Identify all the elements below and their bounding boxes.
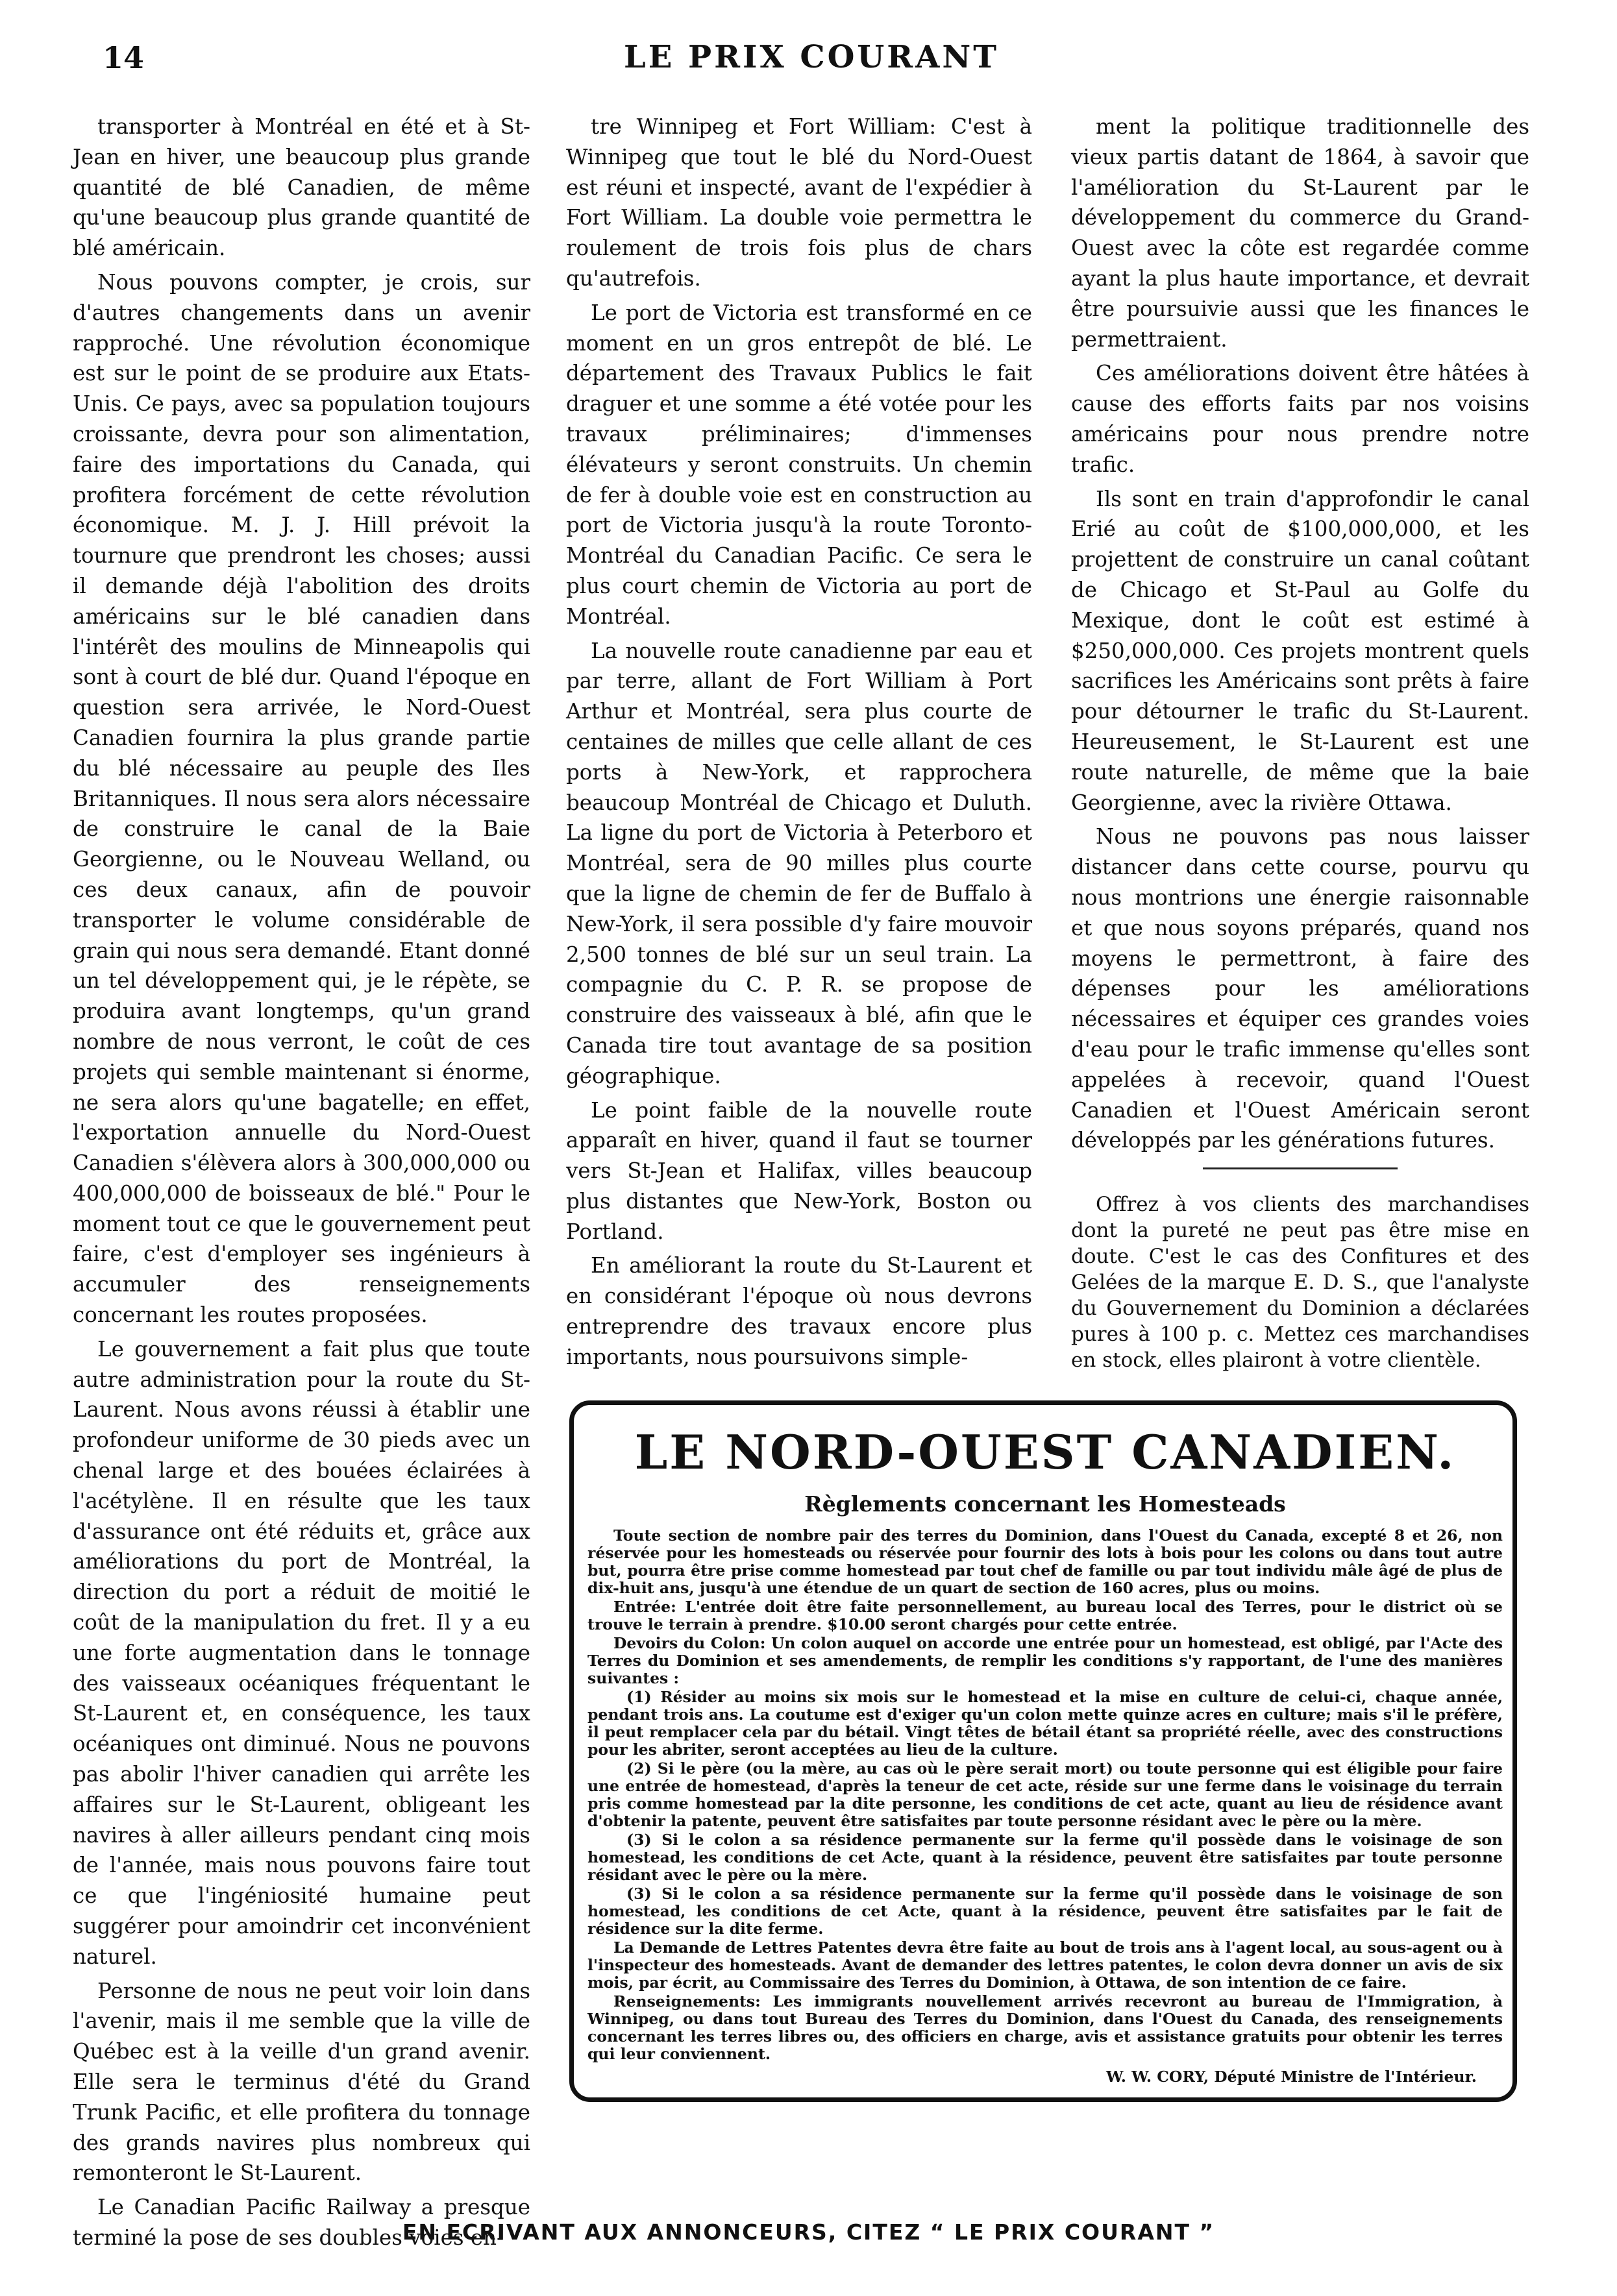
article-column-2 xyxy=(566,112,1032,1373)
renseignements-label: Renseignements: xyxy=(613,1992,761,2010)
homestead-notice xyxy=(587,1424,1503,2087)
notice-renseignements xyxy=(587,1993,1503,2063)
paragraph: Le Canadian Pacific Railway a presque terminé la pose de ses doubles voies en- xyxy=(73,2195,530,2250)
notice-intro: Toute section de nombre pair des terres du Dominion, dans l'Ouest du Canada, excepté 8 et 26, non réservée pour les homesteads ou réservée pour fournir des lots à bois pour les colons ou dans tout autre but, pourra être prise comme homestead par tout chef de famille ou par tout individu mâle âgé de plus de dix-huit ans, jusqu'à une étendue de un quart de section de 160 acres, plus ou moins. xyxy=(587,1526,1503,1597)
condition-3a: (3) Si le colon a sa résidence permanente sur la ferme qu'il possède dans le voisinage de son homestead, les conditions de cet Acte, quant à la résidence, peuvent être satisfaites par toute personne résidant avec le père ou la mère. xyxy=(587,1831,1503,1884)
paragraph: Ces améliorations doivent être hâtées à cause des efforts faits par nos voisins américains pour nous prendre notre trafic. xyxy=(1071,361,1529,477)
demande-text: devra être faite au bout de trois ans à l'agent local, au sous-agent ou à l'inspecteur des homesteads. Avant de demander des lettres patentes, le colon devra donner un avis de six mois, par écrit, au Commissaire des Terres du Dominion, à Ottawa, de son intention de ce faire. xyxy=(587,1938,1503,1992)
notice-entree xyxy=(587,1598,1503,1633)
notice-subtitle: Règlements concernant les Homesteads xyxy=(804,1491,1286,1517)
demande-label: La Demande de Lettres Patentes xyxy=(613,1938,892,1957)
paragraph: Nous ne pouvons pas nous laisser distancer dans cette course, pourvu qu nous montrions une énergie raisonnable et que nous soyons préparés, quand nos moyens le permettront, à faire des dépenses pour les améliorations nécessaires et équiper ces grandes voies d'eau pour le trafic immense qu'elles sont appelées à recevoir, quand l'Ouest Canadien et l'Ouest Américain seront développés par les générations futures. xyxy=(1071,824,1529,1153)
advert-text: Offrez à vos clients des marchandises dont la pureté ne peut pas être mise en doute. C'est le cas des Confitures et des Gelées de la marque E. D. S., que l'analyste du Gouvernement du Dominion a déclarées pures à 100 p. c. Mettez ces marchandises en stock, elles plairont à votre clientèle. xyxy=(1071,1193,1529,1373)
condition-1: (1) Résider au moins six mois sur le homestead et la mise en culture de celui-ci, chaque année, pendant trois ans. La coutume est d'exiger qu'un colon mette quinze acres en culture; mais s'il le préfère, il peut remplacer cela par du bétail. Vingt têtes de bétail étant sa propriété réelle, avec des constructions pour les abriter, seront acceptées au lieu de la culture. xyxy=(587,1688,1503,1759)
paragraph: Nous pouvons compter, je crois, sur d'autres changements dans un avenir rapproché. Une révolution économique est sur le point de se produire aux Etats-Unis. Ce pays, avec sa population toujours croissante, devra pour son alimentation, faire des importations du Canada, qui profitera forcément de cette révolution économique. M. J. J. Hill prévoit la tournure que prendront les choses; aussi il demande déjà l'abolition des droits américains sur le blé canadien dans l'intérêt des moulins de Minneapolis qui sont à court de blé dur. Quand l'époque en question sera arrivée, le Nord-Ouest Canadien fournira la plus grande partie du blé nécessaire au peuple des Iles Britanniques. Il nous sera alors nécessaire de construire le canal de la Baie Georgienne, ou le Nouveau Welland, ou ces deux canaux, afin de pouvoir transporter le volume considérable de grain qui nous sera demandé. Etant donné un tel développement qui, je le répète, se produira avant longtemps, qu'un grand nombre de nous verront, le coût de ces projets qui semble maintenant si énorme, ne sera alors qu'une bagatelle; en effet, l'exportation annuelle du Nord-Ouest Canadien s'élèvera alors à 300,000,000 ou 400,000,000 de boisseaux de blé." Pour le moment tout ce que le gouvernement peut faire, c'est d'employer ses ingénieurs à accumuler des renseignements concernant les routes proposées. xyxy=(73,269,530,1328)
notice-demande xyxy=(587,1939,1503,1992)
article-column-3 xyxy=(1071,112,1529,1373)
renseignements-text: Les immigrants nouvellement arrivés recevront au bureau de l'Immigration, à Winnipeg, ou dans tout Bureau des Terres du Dominion, dans l'Ouest du Canada, des renseignements concernant les terres libres ou, des officiers en charge, avis et assistance gratuits pour obtenir les terres qui leur conviennent. xyxy=(587,1992,1503,2063)
paragraph: tre Winnipeg et Fort William: C'est à Winnipeg que tout le blé du Nord-Ouest est réuni et inspecté, avant de l'expédier à Fort William. La double voie permettra le roulement de trois fois plus de chars qu'autrefois. xyxy=(566,114,1032,291)
paragraph: Le gouvernement a fait plus que toute autre administration pour la route du St-Laurent. Nous avons réussi à établir une profondeur uniforme de 30 pieds avec un chenal large et des bouées éclairées à l'acétylène. Il en résulte que les taux d'assurance ont été réduits et, grâce aux améliorations du port de Montréal, la direction du port a réduit de moitié le coût de la manipulation du fret. Il y a eu une forte augmentation dans le tonnage des vaisseaux océaniques fréquentant le St-Laurent et, en conséquence, les taux océaniques ont diminué. Nous ne pouvons pas abolir l'hiver canadien qui arrête les affaires sur le St-Laurent, obligeant les navires à aller ailleurs pendant cinq mois de l'année, mais nous pouvons faire tout ce que l'ingéniosité humaine peut suggérer pour amoindrir cet inconvénient naturel. xyxy=(73,1336,530,1969)
paragraph: En améliorant la route du St-Laurent et en considérant l'époque où nous devrons entreprendre des travaux encore plus importants, nous poursuivons simple- xyxy=(566,1253,1032,1369)
article-column-1 xyxy=(73,112,530,2253)
devoirs-label: Devoirs du Colon: xyxy=(613,1634,766,1652)
paragraph: Ils sont en train d'approfondir le canal Erié au coût de $100,000,000, et les projettent de construire un canal coûtant de Chicago et St-Paul au Golfe du Mexique, dont le coût est estimé à $250,000,000. Ces projets montrent quels sacrifices les Américains sont prêts à faire pour détourner le trafic du St-Laurent. Heureusement, le St-Laurent est une route naturelle, de même que la baie Georgienne, avec la rivière Ottawa. xyxy=(1071,486,1529,815)
paragraph: Le port de Victoria est transformé en ce moment en un gros entrepôt de blé. Le département des Travaux Publics le fait draguer et une somme a été votée pour les travaux préliminaires; d'immenses élévateurs y seront construits. Un chemin de fer à double voie est en construction au port de Victoria jusqu'à la route Toronto-Montréal du Canadian Pacific. Ce sera le plus court chemin de Victoria au port de Montréal. xyxy=(566,300,1032,629)
notice-body xyxy=(587,1527,1503,2086)
entree-text: L'entrée doit être faite personnellement, au bureau local des Terres, pour le district où se trouve le terrain à prendre. $10.00 seront chargés pour cette entrée. xyxy=(587,1598,1503,1633)
paragraph: ment la politique traditionnelle des vieux partis datant de 1864, à savoir que l'amélioration du St-Laurent par le développement du commerce du Grand-Ouest avec la côte est regardée comme ayant la plus haute importance, et devrait être poursuivie aussi que les finances le permettraient. xyxy=(1071,114,1529,352)
section-divider xyxy=(1203,1167,1398,1169)
paragraph: Personne de nous ne peut voir loin dans l'avenir, mais il me semble que la ville de Québec est à la veille d'un grand avenir. Elle sera le terminus d'été du Grand Trunk Pacific, et elle profitera du tonnage des grands navires plus nombreux qui remonteront le St-Laurent. xyxy=(73,1978,530,2186)
paragraph: Le point faible de la nouvelle route apparaît en hiver, quand il faut se tourner vers St-Jean et Halifax, villes beaucoup plus distantes que New-York, Boston ou Portland. xyxy=(566,1097,1032,1244)
paragraph: La nouvelle route canadienne par eau et par terre, allant de Fort William à Port Arthur et Montréal, sera plus courte de centaines de milles que celle allant de ces ports à New-York, et rapprochera beaucoup Montréal de Chicago et Duluth. La ligne du port de Victoria à Peterboro et Montréal, sera de 90 milles plus courte que la ligne de chemin de fer de Buffalo à New-York, il sera possible d'y faire mouvoir 2,500 tonnes de blé sur un seul train. La compagnie du C. P. R. se propose de construire des vaisseaux à blé, afin que le Canada tire tout avantage de sa position géographique. xyxy=(566,638,1032,1088)
notice-devoirs xyxy=(587,1635,1503,1687)
paragraph: transporter à Montréal en été et à St-Jean en hiver, une beaucoup plus grande quantité de blé Canadien, de même qu'une beaucoup plus grande quantité de blé américain. xyxy=(73,114,530,261)
condition-3b: (3) Si le colon a sa résidence permanente sur la ferme qu'il possède dans le voisinage de son homestead, les conditions de cet Acte, quant à la résidence, peuvent être satisfaites par le fait de résidence sur la dite ferme. xyxy=(587,1885,1503,1938)
masthead: LE PRIX COURANT xyxy=(623,39,1000,75)
condition-2: (2) Si le père (ou la mère, au cas où le père serait mort) ou toute personne qui est éligible pour faire une entrée de homestead, d'après la teneur de cet acte, réside sur une ferme dans le voisinage du terrain pris comme homestead par la dite personne, les conditions de cet acte, quant au lieu de résidence avant d'obtenir la patente, peuvent être satisfaites par toute personne résidant avec le père ou la mère. xyxy=(587,1759,1503,1830)
notice-title: LE NORD-OUEST CANADIEN. xyxy=(634,1424,1456,1480)
footer-notice: EN ECRIVANT AUX ANNONCEURS, CITEZ “ LE PRIX COURANT ” xyxy=(402,2219,1215,2245)
page-number: 14 xyxy=(103,40,145,75)
entree-label: Entrée: xyxy=(613,1598,676,1616)
devoirs-text: Un colon auquel on accorde une entrée pour un homestead, est obligé, par l'Acte des Terres du Dominion et ses amendements, de remplir les conditions s'y rapportant, de l'une des manières suivantes : xyxy=(587,1634,1503,1687)
notice-signature: W. W. CORY, Député Ministre de l'Intérieur. xyxy=(1106,2068,1477,2086)
